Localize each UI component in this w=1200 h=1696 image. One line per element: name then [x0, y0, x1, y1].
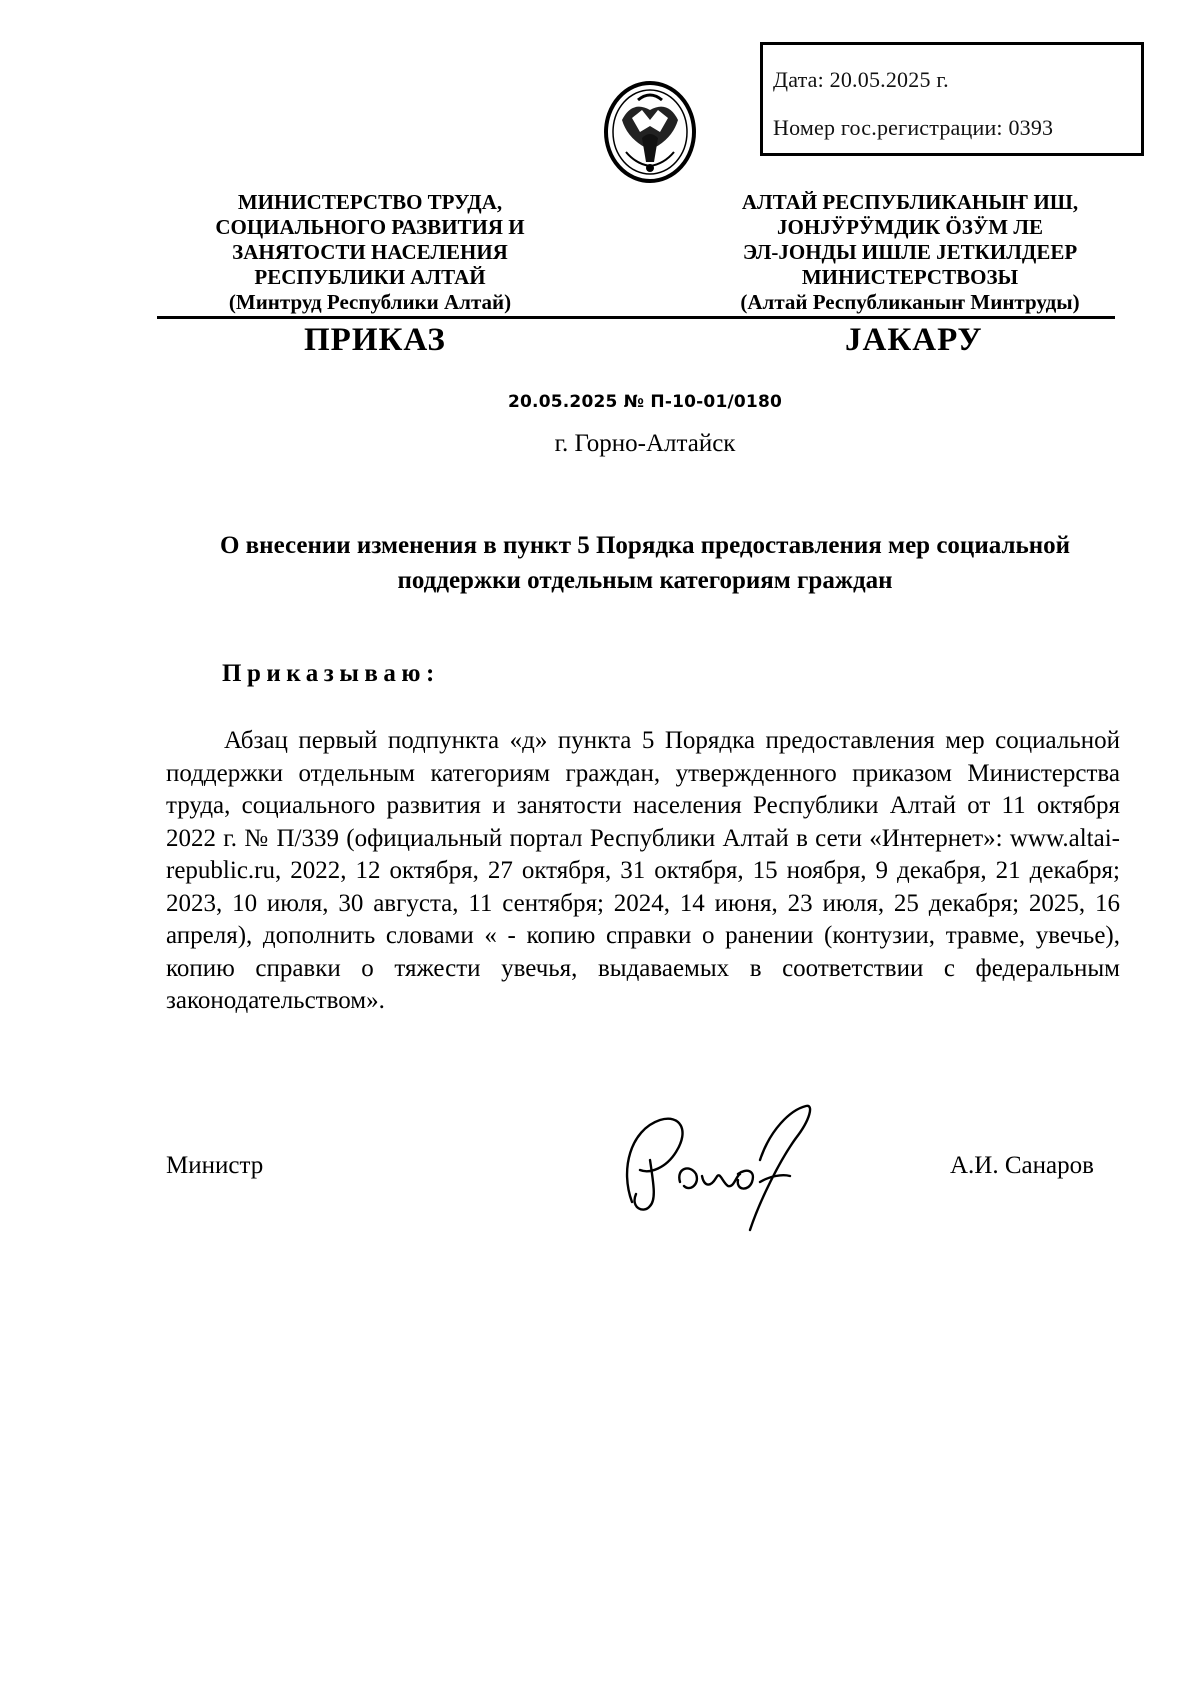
ministry-ru-line: РЕСПУБЛИКИ АЛТАЙ: [254, 265, 486, 289]
document-type-altai: ЈАКАРУ: [845, 322, 983, 358]
handwritten-signature: [610, 1090, 830, 1240]
ministry-ru-line: МИНИСТЕРСТВО ТРУДА,: [237, 190, 503, 214]
document-type-russian: ПРИКАЗ: [304, 322, 446, 358]
ministry-alt-line: МИНИСТЕРСТВОЗЫ: [801, 265, 1019, 289]
registration-date: Дата: 20.05.2025 г.: [773, 67, 949, 92]
document-title: О внесении изменения в пункт 5 Порядка предоставления мер социальной поддержки отдельным категориям граждан: [219, 532, 1071, 594]
registration-stamp: [760, 42, 1144, 156]
city-name: г. Горно-Алтайск: [554, 430, 736, 457]
registration-number: Номер гос.регистрации: 0393: [773, 115, 1054, 140]
signatory-title: Министр: [166, 1152, 264, 1179]
ministry-alt-line: АЛТАЙ РЕСПУБЛИКАНЫҤ ИШ,: [741, 190, 1079, 214]
ministry-ru-short: (Минтруд Республики Алтай): [228, 290, 512, 314]
body-paragraph: Абзац первый подпункта «д» пункта 5 Порядка предоставления мер социальной поддержки отдельным категориям граждан, утвержденного приказом Министерства труда, социального развития и занятости населения Республики Алтай от 11 октября 2022 г. № П/339 (официальный портал Республики Алтай в сети «Интернет»: www.altai-republic.ru, 2022, 12 октября, 27 октября, 31 октября, 15 ноября, 9 декабря, 21 декабря; 2023, 10 июля, 30 августа, 11 сентября; 2024, 14 июня, 23 июля, 25 декабря; 2025, 16 апреля), дополнить словами « - копию справки о ранении (контузии, травме, увечье), копию справки о тяжести увечья, выдаваемых в соответствии с федеральным законодательством».: [166, 727, 1120, 1014]
signatory-name: А.И. Санаров: [950, 1152, 1094, 1179]
ministry-ru-line: СОЦИАЛЬНОГО РАЗВИТИЯ И: [215, 215, 525, 239]
ministry-name-russian: [150, 190, 590, 315]
header-divider: [157, 316, 1115, 319]
ministry-alt-short: (Алтай Республиканыҥ Минтруды): [740, 290, 1080, 314]
ministry-ru-line: ЗАНЯТОСТИ НАСЕЛЕНИЯ: [232, 240, 508, 264]
ministry-alt-line: ЈОНЈӰРӰМДИК ӦЗӰМ ЛЕ: [777, 215, 1043, 239]
coat-of-arms-emblem: [602, 80, 698, 184]
ministry-alt-line: ЭЛ-ЈОНДЫ ИШЛЕ ЈЕТКИЛДЕЕР: [742, 240, 1078, 264]
order-date-number: 20.05.2025 № П-10-01/0180: [508, 392, 783, 412]
ministry-name-altai: [700, 190, 1120, 315]
order-directive: Приказываю:: [222, 660, 440, 687]
